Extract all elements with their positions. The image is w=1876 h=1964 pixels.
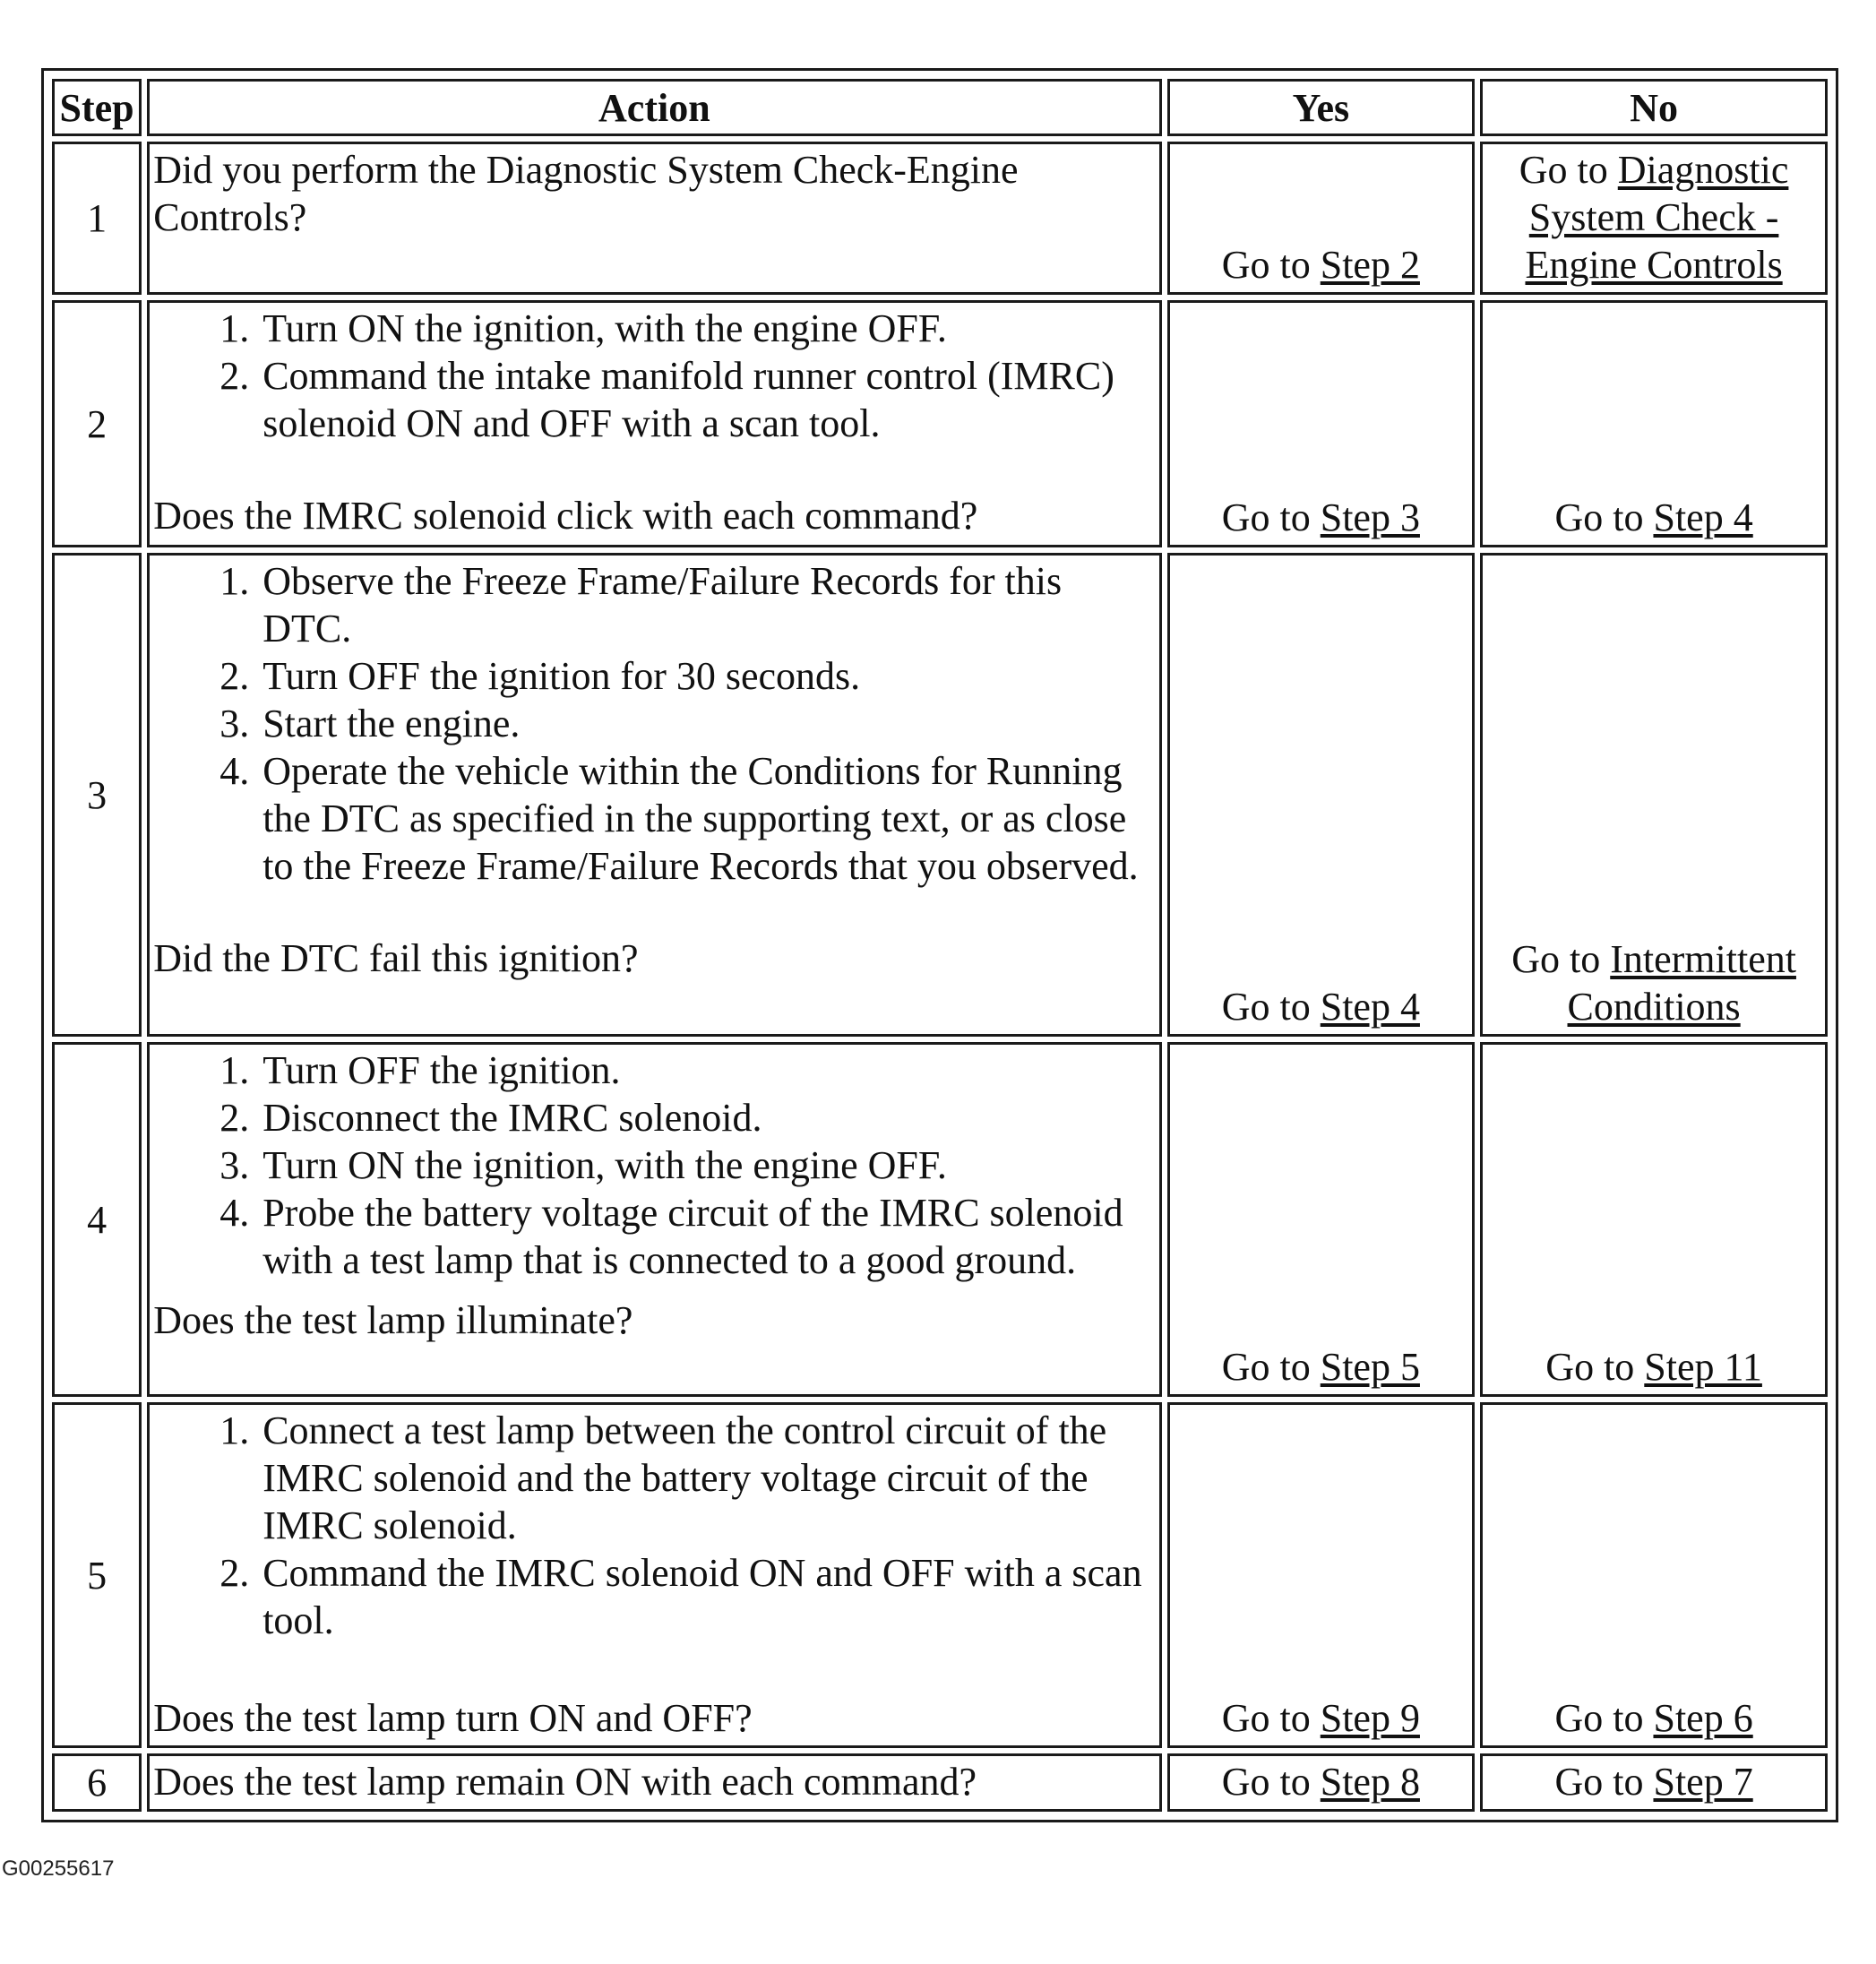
table-row: [52, 1753, 1828, 1812]
header-step: Step: [52, 79, 142, 136]
no-cell: [1480, 553, 1828, 1037]
yes-link-step-2[interactable]: Step 2: [1320, 243, 1420, 287]
action-step-item: 1. Turn ON the ignition, with the engine OFF.: [259, 305, 1153, 352]
yes-prefix: Go to: [1221, 243, 1311, 287]
action-steps-list: [153, 1407, 1153, 1644]
yes-prefix: Go to: [1221, 495, 1311, 539]
action-step-item: 1. Turn OFF the ignition.: [259, 1047, 1153, 1094]
diagnostic-table-frame: [41, 68, 1838, 1822]
table-row: [52, 142, 1828, 295]
action-cell: [147, 1753, 1161, 1812]
action-step-item: 2. Disconnect the IMRC solenoid.: [259, 1094, 1153, 1141]
action-question: Does the test lamp remain ON with each command?: [153, 1760, 977, 1804]
yes-prefix: Go to: [1221, 1696, 1311, 1740]
action-step-item: 1. Observe the Freeze Frame/Failure Records for this DTC.: [259, 557, 1153, 652]
yes-link-step-9[interactable]: Step 9: [1320, 1696, 1420, 1740]
no-prefix: Go to: [1545, 1345, 1635, 1389]
no-link-step-7[interactable]: Step 7: [1653, 1760, 1753, 1804]
table-row: [52, 1402, 1828, 1748]
table-header-row: [52, 79, 1828, 136]
no-prefix: Go to: [1554, 495, 1644, 539]
action-step-item: 2. Command the intake manifold runner control (IMRC) solenoid ON and OFF with a scan tool.: [259, 352, 1153, 447]
action-steps-list: [153, 1047, 1153, 1284]
figure-id: G00255617: [2, 1856, 115, 1881]
yes-cell: [1167, 1753, 1476, 1812]
yes-cell: [1167, 142, 1476, 295]
yes-link-step-4[interactable]: Step 4: [1320, 985, 1420, 1029]
step-number: 6: [52, 1753, 142, 1812]
yes-prefix: Go to: [1221, 1760, 1311, 1804]
no-link-intermittent-conditions[interactable]: Intermittent Conditions: [1567, 937, 1796, 1029]
no-link-step-11[interactable]: Step 11: [1644, 1345, 1762, 1389]
step-number: 2: [52, 300, 142, 547]
no-cell: [1480, 1753, 1828, 1812]
no-cell: [1480, 142, 1828, 295]
no-prefix: Go to: [1519, 148, 1608, 192]
action-step-item: 2. Turn OFF the ignition for 30 seconds.: [259, 652, 1153, 700]
yes-cell: [1167, 300, 1476, 547]
no-link-diagnostic-system-check[interactable]: Diagnostic System Check - Engine Controls: [1525, 148, 1789, 287]
action-cell: [147, 553, 1161, 1037]
action-steps-list: [153, 557, 1153, 890]
diagnostic-table: [47, 73, 1833, 1817]
header-action: Action: [147, 79, 1161, 136]
action-cell: [147, 300, 1161, 547]
yes-cell: [1167, 1402, 1476, 1748]
action-step-item: 4. Operate the vehicle within the Conditions for Running the DTC as specified in the supporting text, or as close to the Freeze Frame/Failure Records that you observed.: [259, 747, 1153, 890]
no-cell: [1480, 1402, 1828, 1748]
header-no: No: [1480, 79, 1828, 136]
step-number: 5: [52, 1402, 142, 1748]
step-number: 3: [52, 553, 142, 1037]
step-number: 1: [52, 142, 142, 295]
yes-cell: [1167, 553, 1476, 1037]
table-row: [52, 1042, 1828, 1397]
action-step-item: 1. Connect a test lamp between the control circuit of the IMRC solenoid and the battery voltage circuit of the IMRC solenoid.: [259, 1407, 1153, 1549]
step-number: 4: [52, 1042, 142, 1397]
action-question: Does the test lamp turn ON and OFF?: [153, 1696, 753, 1740]
action-cell: [147, 1042, 1161, 1397]
no-prefix: Go to: [1554, 1760, 1644, 1804]
action-cell: [147, 1402, 1161, 1748]
no-cell: [1480, 300, 1828, 547]
yes-link-step-8[interactable]: Step 8: [1320, 1760, 1420, 1804]
action-steps-list: [153, 305, 1153, 447]
action-step-item: 3. Start the engine.: [259, 700, 1153, 747]
yes-link-step-5[interactable]: Step 5: [1320, 1345, 1420, 1389]
table-row: [52, 553, 1828, 1037]
action-step-item: 3. Turn ON the ignition, with the engine OFF.: [259, 1141, 1153, 1189]
action-step-item: 2. Command the IMRC solenoid ON and OFF with a scan tool.: [259, 1549, 1153, 1644]
no-prefix: Go to: [1511, 937, 1601, 981]
action-question: Did you perform the Diagnostic System Check-Engine Controls?: [153, 148, 1019, 239]
action-step-item: 4. Probe the battery voltage circuit of the IMRC solenoid with a test lamp that is connected to a good ground.: [259, 1189, 1153, 1284]
table-row: [52, 300, 1828, 547]
yes-cell: [1167, 1042, 1476, 1397]
yes-link-step-3[interactable]: Step 3: [1320, 495, 1420, 539]
yes-prefix: Go to: [1221, 1345, 1311, 1389]
action-question: Does the IMRC solenoid click with each command?: [153, 494, 978, 538]
action-cell: [147, 142, 1161, 295]
action-question: Does the test lamp illuminate?: [153, 1298, 633, 1342]
no-link-step-6[interactable]: Step 6: [1653, 1696, 1753, 1740]
header-yes: Yes: [1167, 79, 1476, 136]
action-question: Did the DTC fail this ignition?: [153, 936, 639, 980]
no-link-step-4[interactable]: Step 4: [1653, 495, 1753, 539]
no-prefix: Go to: [1554, 1696, 1644, 1740]
no-cell: [1480, 1042, 1828, 1397]
yes-prefix: Go to: [1221, 985, 1311, 1029]
